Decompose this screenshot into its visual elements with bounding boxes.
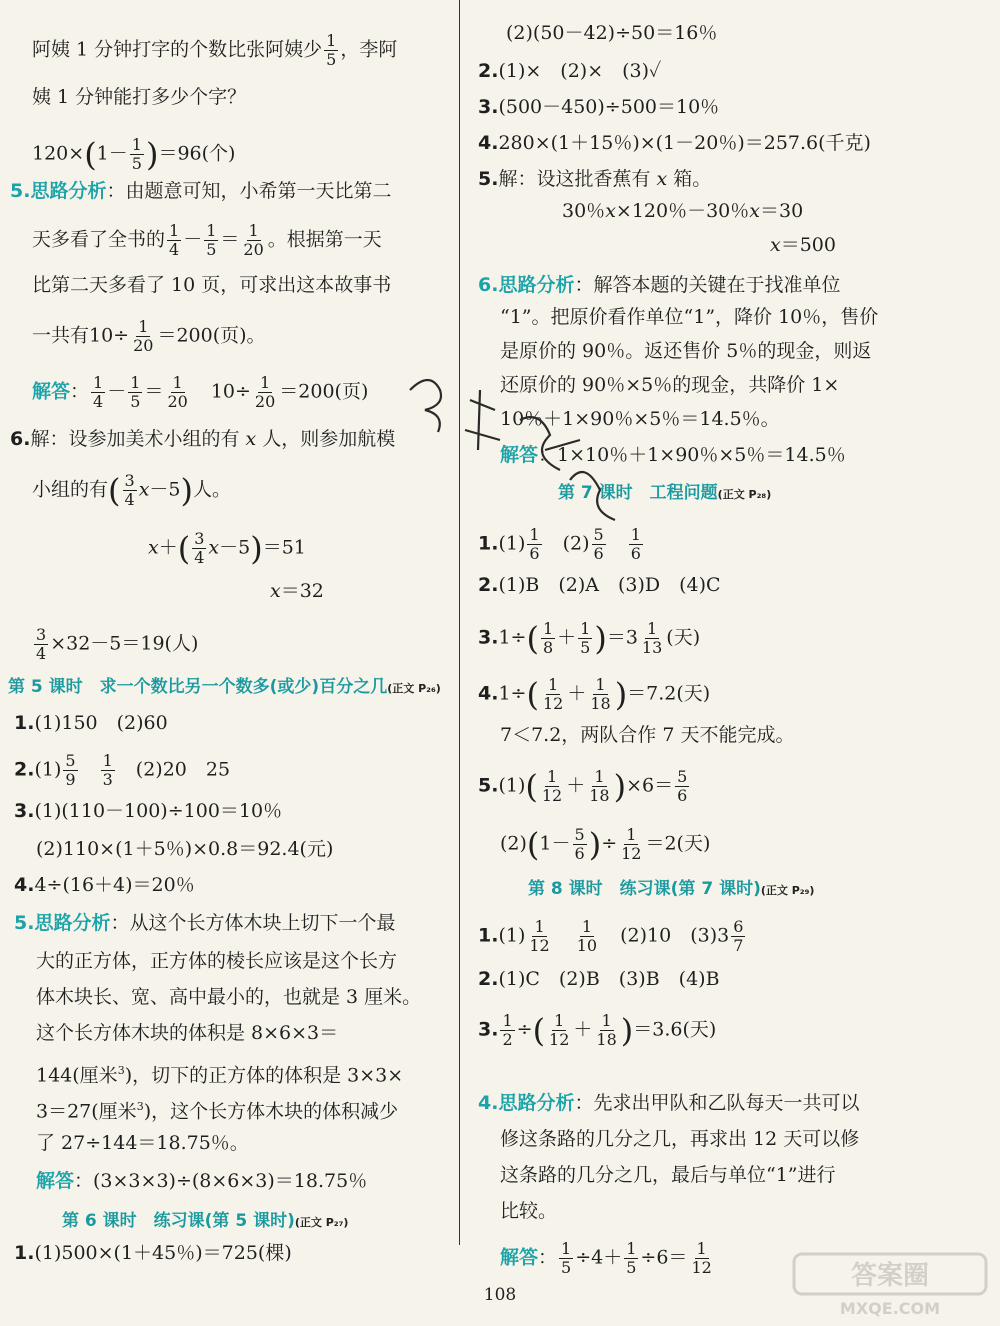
text-line: (2)(50－42)÷50＝16％ (506, 22, 718, 44)
answer-item: 3.1÷( $\frac{1}{8}$ ＋ $\frac{1}{5}$ )＝3 $\frac{1}{13}$ (天) (478, 619, 701, 658)
numerator: 1 (529, 525, 540, 544)
question-number: 3. (478, 626, 499, 649)
number: 1 (539, 832, 552, 855)
text: 4÷(16＋4)＝20％ (34, 874, 195, 896)
text: (2) (500, 832, 527, 855)
numerator: 1 (172, 373, 183, 392)
section-title: 第 6 课时 练习课(第 5 课时) (62, 1211, 295, 1231)
text: ＋ (158, 536, 178, 559)
text: (2)10 (3)3 (620, 924, 730, 947)
answer-item (478, 166, 711, 192)
text: (1) (498, 924, 526, 947)
answer-item (14, 1240, 292, 1266)
superscript: 3 (136, 1100, 144, 1113)
denominator: 8 (542, 638, 554, 657)
text: ：先求出甲队和乙队每天一共可以 (574, 1092, 860, 1114)
numerator: 1 (594, 767, 605, 786)
text-line (32, 318, 266, 355)
text: 解：设这批香蕉有 (498, 168, 657, 190)
answer-line: 解答： $\frac{1}{4}$ － $\frac{1}{5}$ ＝ $\frac{1}{20}$ 10÷ $\frac{1}{20}$ ＝200(页) (32, 373, 369, 411)
numerator: 1 (626, 1239, 637, 1258)
denominator: 6 (529, 544, 540, 563)
column-divider (459, 0, 460, 1245)
text-line: 还原价的 90％×5％的现金，共降价 1× (500, 374, 840, 396)
analysis-label: 思路分析 (498, 1092, 575, 1114)
answer-label: 解答 (500, 444, 539, 466)
text-line (32, 32, 397, 69)
numerator: 1 (546, 767, 558, 786)
numerator: 1 (502, 1011, 513, 1030)
numerator: 1 (554, 1011, 565, 1030)
denominator: 3 (102, 770, 113, 789)
text-line: 比较。 (500, 1200, 558, 1222)
numerator: 1 (169, 221, 180, 240)
numerator: 1 (580, 619, 591, 638)
text: ＝7.2(天) (627, 682, 711, 705)
answer-label: 解答 (36, 1170, 75, 1192)
denominator: 4 (194, 548, 205, 567)
formula-line: 120×(1－ $\frac{1}{5}$ )＝96(个) (32, 135, 236, 174)
text: ×32－5＝19(人) (50, 632, 199, 655)
question-number: 4. (478, 682, 499, 705)
text: ×120％－30％ (615, 200, 750, 222)
answer-item (478, 966, 720, 992)
watermark-logo (790, 1250, 990, 1320)
text: 小组的有 (32, 478, 109, 501)
equation-line (270, 578, 324, 604)
text: ：从这个长方体木块上切下一个最 (110, 912, 396, 934)
handwriting-scribble (400, 360, 640, 530)
superscript: 3 (117, 1064, 125, 1077)
text: 30％ (562, 200, 606, 222)
analysis-label: 思路分析 (498, 274, 575, 296)
denominator: 5 (626, 1258, 637, 1277)
answer-line (500, 1240, 716, 1277)
text: ＝51 (262, 536, 306, 559)
text: ÷ (601, 832, 618, 855)
section-title: 第 5 课时 求一个数比另一个数多(或少)百分之几 (8, 677, 388, 697)
variable: x (270, 580, 281, 602)
question-number: 2. (478, 968, 499, 990)
denominator: 4 (93, 392, 104, 411)
text-line: 10％＋1×90％×5％＝14.5％。 (500, 408, 780, 430)
question-number: 4. (478, 1092, 499, 1114)
text: ÷6＝ (640, 1246, 688, 1269)
numerator: 1 (326, 31, 337, 50)
numerator: 1 (130, 373, 141, 392)
text: ：解答本题的关键在于找准单位 (574, 274, 841, 296)
text: ＝96(个) (158, 142, 236, 165)
question-number: 5. (14, 912, 35, 934)
fraction (130, 136, 144, 173)
text: 10÷ (210, 380, 251, 403)
denominator: 6 (677, 786, 688, 805)
text: 120× (32, 142, 85, 165)
text: (500－450)÷500＝10％ (498, 96, 720, 118)
svg-text:MXQE.COM: MXQE.COM (839, 1299, 941, 1318)
text: ÷ (516, 1018, 533, 1041)
text: 解：设参加美术小组的有 (30, 428, 246, 450)
question-number: 4. (14, 874, 35, 896)
text: 人。 (193, 478, 232, 501)
denominator: 20 (133, 336, 154, 355)
page-reference: (正文 P₂₇) (294, 1216, 349, 1229)
text: 人，则参加航模 (256, 428, 396, 450)
section-heading (8, 674, 441, 702)
text: 1÷ (498, 682, 527, 705)
denominator: 20 (254, 392, 276, 411)
text: ＝500 (780, 234, 836, 256)
equation-line (562, 198, 803, 224)
text: (2) (562, 532, 590, 555)
text: 。根据第一天 (267, 228, 382, 251)
numerator: 1 (534, 917, 545, 936)
denominator: 20 (243, 240, 264, 259)
text: ＝30 (760, 200, 804, 222)
text: ：1×10％＋1×90％×5％＝14.5％ (538, 444, 846, 466)
text: (1) (498, 532, 526, 555)
question-number: 5. (478, 168, 499, 190)
numerator: 1 (581, 917, 593, 936)
text-line: 姨 1 分钟能打多少个字？ (32, 86, 247, 108)
answer-item (478, 526, 645, 563)
answer-item (14, 798, 282, 824)
numerator: 5 (677, 767, 688, 786)
question-number: 1. (14, 1242, 35, 1264)
text-line: (2)(1－ $\frac{5}{6}$ )÷ $\frac{1}{12}$ ＝2(天) (500, 825, 711, 864)
text: )，切下的正方体的体积是 3×3× (124, 1064, 404, 1087)
text: (1) (34, 758, 62, 781)
answer-item (14, 910, 395, 936)
numerator: 3 (124, 471, 135, 490)
denominator: 5 (130, 392, 141, 411)
question-number: 1. (14, 712, 35, 734)
variable: x (245, 428, 257, 450)
page-reference: (正文 P₂₈) (717, 488, 772, 501)
answer-item (478, 94, 719, 120)
text-line: “1”。把原价看作单位“1”，降价 10％，售价 (500, 306, 879, 328)
denominator: 5 (206, 240, 217, 259)
section-heading (528, 876, 814, 904)
text: ＝200(页) (279, 380, 369, 403)
text: ×6＝ (626, 774, 674, 797)
denominator: 18 (589, 786, 610, 805)
text: ： (70, 380, 90, 403)
answer-item (14, 872, 195, 898)
numerator: 1 (93, 373, 104, 392)
text-line: 了 27÷144＝18.75％。 (36, 1132, 249, 1154)
answer-label: 解答 (32, 380, 71, 403)
numerator: 1 (595, 675, 606, 694)
fraction (324, 32, 338, 69)
denominator: 2 (502, 1030, 513, 1049)
denominator: 4 (124, 490, 135, 509)
svg-text:答案圈: 答案圈 (850, 1261, 930, 1291)
question-6 (10, 426, 395, 452)
text-line: 这条路的几分之几，最后与单位“1”进行 (500, 1164, 836, 1186)
text-line: 大的正方体，正方体的棱长应该是这个长方 (36, 950, 398, 972)
denominator: 18 (590, 694, 611, 713)
text: ÷4＋ (575, 1246, 623, 1269)
text: ：由题意可知，小希第一天比第二 (106, 180, 392, 202)
numerator: 5 (593, 525, 604, 544)
denominator: 7 (733, 936, 744, 955)
text-line: 小组的有( $\frac{3}{4}$ x－5)人。 (32, 471, 232, 510)
page-reference: (正文 P₂₆) (387, 682, 441, 695)
text: 1÷ (498, 626, 527, 649)
variable: x (605, 200, 616, 222)
page-reference: (正文 P₂₉) (760, 884, 815, 897)
text-line (36, 1058, 403, 1088)
text: (1) (498, 774, 526, 797)
numerator: 5 (574, 825, 585, 844)
answer-item (478, 918, 747, 955)
text-line: 是原价的 90％。返还售价 5％的现金，则返 (500, 340, 872, 362)
analysis-label: 思路分析 (30, 180, 107, 202)
question-number: 2. (478, 60, 499, 82)
answer-item: 4.1÷( $\frac{1}{12}$ ＋ $\frac{1}{18}$ )＝7.2(天) (478, 675, 711, 714)
numerator: 5 (65, 751, 76, 770)
denominator: 4 (36, 644, 47, 663)
text: ： (538, 1246, 558, 1269)
text: (1)(110－100)÷100＝10％ (34, 800, 283, 822)
page-number: 108 (483, 1285, 517, 1305)
answer-label: 解答 (500, 1246, 539, 1269)
text: ＝32 (280, 580, 324, 602)
numerator: 1 (696, 1239, 707, 1258)
answer-line (36, 1168, 367, 1194)
denominator: 12 (621, 844, 642, 863)
question-number: 5. (478, 774, 499, 797)
number: 5 (168, 478, 181, 501)
numerator: 1 (561, 1239, 572, 1258)
text-line: 7＜7.2，两队合作 7 天不能完成。 (500, 724, 795, 746)
denominator: 12 (529, 936, 550, 955)
question-number: 6. (478, 274, 499, 296)
variable: x (656, 168, 668, 190)
text: )，这个长方体木块的体积减少 (143, 1100, 399, 1123)
text-line: 体木块长、宽、高中最小的，也就是 3 厘米。 (36, 986, 422, 1008)
variable: x (138, 478, 150, 501)
question-number: 2. (14, 758, 35, 781)
text-line: 修这条路的几分之几，再求出 12 天可以修 (500, 1128, 860, 1150)
text: ：(3×3×3)÷(8×6×3)＝18.75％ (74, 1170, 368, 1192)
numerator: 1 (630, 525, 641, 544)
text: (1)× (2)× (3)✓ (498, 60, 662, 82)
denominator: 5 (561, 1258, 572, 1277)
denominator: 12 (542, 694, 564, 713)
question-number: 5. (10, 180, 31, 202)
numerator: 3 (194, 529, 205, 548)
denominator: 18 (596, 1030, 617, 1049)
text-line: 天多看了全书的 $\frac{1}{4}$ － $\frac{1}{5}$ ＝ $\frac{1}{20}$ 。根据第一天 (32, 221, 382, 259)
question-number: 1. (478, 924, 499, 947)
variable: x (749, 200, 760, 222)
text: ，李阿 (340, 38, 398, 61)
text: ＝2(天) (645, 832, 711, 855)
text: (天) (666, 626, 701, 649)
numerator: 1 (647, 619, 658, 638)
denominator: 12 (549, 1030, 570, 1049)
denominator: 5 (326, 50, 337, 69)
numerator: 1 (542, 619, 554, 638)
answer-item (14, 710, 168, 736)
text: ＝3.6(天) (633, 1018, 717, 1041)
denominator: 20 (167, 392, 188, 411)
section-title: 第 8 课时 练习课(第 7 课时) (528, 879, 761, 899)
numerator: 1 (260, 373, 271, 392)
answer-item (478, 572, 721, 598)
text: (1)150 (2)60 (34, 712, 168, 734)
numerator: 1 (138, 317, 149, 336)
denominator: 6 (630, 544, 641, 563)
question-number: 4. (478, 132, 499, 154)
denominator: 4 (169, 240, 180, 259)
numerator: 6 (733, 917, 744, 936)
question-number: 3. (478, 1018, 499, 1041)
text: 一共有10÷ (32, 324, 130, 347)
question-number: 3. (478, 96, 499, 118)
numerator: 1 (206, 221, 217, 240)
question-number: 6. (10, 428, 31, 450)
denominator: 5 (131, 154, 142, 173)
question-number: 3. (14, 800, 35, 822)
numerator: 1 (626, 825, 637, 844)
denominator: 10 (576, 936, 598, 955)
text: (1)500×(1＋45％)＝725(棵) (34, 1242, 292, 1264)
text: (1)B (2)A (3)D (4)C (498, 574, 721, 596)
equation-line (770, 232, 836, 258)
equation-line: x＋( $\frac{3}{4}$ x－5)＝51 (148, 529, 306, 568)
text: 144(厘米 (36, 1064, 118, 1087)
number: 5 (238, 536, 251, 559)
result-line (32, 626, 198, 663)
text-line (36, 1094, 398, 1124)
section-title: 第 7 课时 工程问题 (558, 483, 718, 503)
answer-item (478, 130, 871, 156)
question-number: 2. (478, 574, 499, 596)
answer-item (478, 58, 661, 84)
denominator: 5 (580, 638, 591, 657)
question-number: 1. (478, 532, 499, 555)
question-5-analysis (10, 178, 391, 204)
text: 280×(1＋15％)×(1－20％)＝257.6(千克) (498, 132, 871, 154)
denominator: 9 (65, 770, 76, 789)
numerator: 1 (248, 221, 259, 240)
variable: x (148, 536, 159, 559)
section-heading (62, 1208, 348, 1236)
answer-item: 3. $\frac{1}{2}$ ÷( $\frac{1}{12}$ ＋ $\frac{1}{18}$ )＝3.6(天) (478, 1011, 717, 1050)
text: (1)C (2)B (3)B (4)B (498, 968, 720, 990)
numerator: 1 (131, 135, 142, 154)
answer-item (14, 752, 230, 789)
numerator: 1 (548, 675, 559, 694)
denominator: 6 (593, 544, 604, 563)
text: 箱。 (667, 168, 712, 190)
text: ＝3 (606, 626, 638, 649)
text-line: 比第二天多看了 10 页，可求出这本故事书 (32, 274, 392, 296)
question-6-analysis (478, 272, 840, 298)
answer-item: 5.(1)( $\frac{1}{12}$ ＋ $\frac{1}{18}$ )×6＝ $\frac{5}{6}$ (478, 767, 688, 806)
denominator: 12 (691, 1258, 712, 1277)
denominator: 12 (541, 786, 563, 805)
text: 1－ (96, 142, 128, 165)
question-4-analysis (478, 1090, 859, 1116)
variable: x (208, 536, 220, 559)
text-line: 这个长方体木块的体积是 8×6×3＝ (36, 1022, 339, 1044)
text: ＝200(页)。 (157, 324, 266, 347)
text: 3＝27(厘米 (36, 1100, 137, 1123)
denominator: 13 (641, 638, 663, 657)
text: 天多看了全书的 (32, 228, 166, 251)
numerator: 1 (601, 1011, 612, 1030)
analysis-label: 思路分析 (34, 912, 111, 934)
numerator: 3 (36, 625, 47, 644)
numerator: 1 (102, 751, 113, 770)
text: (2)20 25 (135, 758, 231, 781)
text-line: (2)110×(1＋5％)×0.8＝92.4(元) (36, 838, 334, 860)
variable: x (770, 234, 781, 256)
denominator: 6 (574, 844, 585, 863)
text: 阿姨 1 分钟打字的个数比张阿姨少 (32, 38, 323, 61)
